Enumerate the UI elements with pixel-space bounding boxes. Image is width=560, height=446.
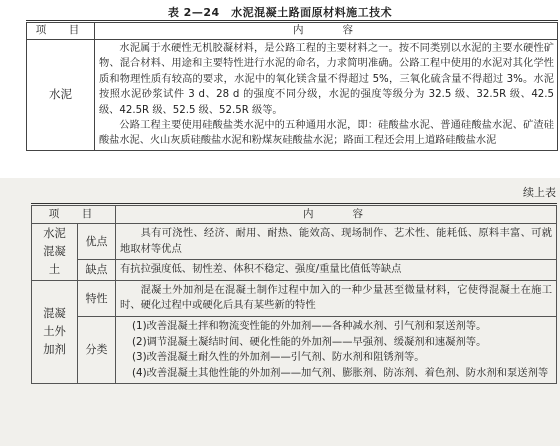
- continued-label: 续上表: [523, 186, 556, 199]
- disadvantages-content: [116, 260, 557, 281]
- materials-table: [26, 22, 558, 151]
- property-text: 混凝土外加剂是在混凝土制作过程中加入的一种少量甚至微量材料，它使得混凝土在施工时、硬化过程中或硬化后具有某些新的特性: [120, 283, 552, 312]
- continued-table-section: [0, 178, 560, 446]
- row-content-cement: [95, 40, 558, 151]
- header-content: 内 容: [116, 206, 557, 224]
- table-row: [32, 280, 557, 316]
- classification-item: (4)改善混凝土其他性能的外加剂——加气剂、膨胀剂、防冻剂、着色剂、防水剂和泵送剂等: [132, 366, 549, 379]
- table-title: 表 2—24 水泥混凝土路面原材料施工技术: [167, 6, 393, 19]
- row-label-admixture: 混凝 土外 加剂: [32, 280, 78, 384]
- table-header-row: [27, 23, 558, 40]
- advantages-text: 具有可浇性、经济、耐用、耐热、能效高、现场制作、艺术性、能耗低、原料丰富、可就地取材等优点: [120, 227, 552, 255]
- cement-paragraph-1: 水泥属于水硬性无机胶凝材料，是公路工程的主要材料之一。按不同类别以水泥的主要水硬性矿物、混合材料、用途和主要特性进行水泥的命名，力求简明准确。公路工程中使用的水泥对其化学性质和物理性质有较高的要求，水泥中的氧化镁含量不得超过 5%，三氧化硫含量不得超过 3%。水泥按照水泥砂浆试件 3 d、28 d 的强度不同分级，水泥的强度等级分为 32.5 级、32.5R 级、42.5 级、42.5R 级、52.5 级、52.5R 级等。: [99, 43, 554, 116]
- table-row: [27, 40, 558, 151]
- header-item: 项 目: [27, 23, 95, 40]
- table-top-rule: [26, 20, 558, 21]
- table-row: [32, 224, 557, 260]
- row-label-concrete: 水泥 混凝 土: [32, 224, 78, 281]
- property-content: [116, 280, 557, 316]
- table-top-rule: [31, 203, 557, 204]
- continued-table: [31, 205, 557, 384]
- sub-label-advantages: 优点: [78, 224, 116, 260]
- table-header-row: [32, 206, 557, 224]
- row-label-cement: 水泥: [27, 40, 95, 151]
- advantages-content: [116, 224, 557, 260]
- sub-label-disadvantages: 缺点: [78, 260, 116, 281]
- sub-label-property: 特性: [78, 280, 116, 316]
- disadvantages-text: 有抗拉强度低、韧性差、体积不稳定、强度/重量比值低等缺点: [120, 263, 402, 276]
- header-item: 项 目: [32, 206, 116, 224]
- table-row: [32, 260, 557, 281]
- classification-item: (2)调节混凝土凝结时间、硬化性能的外加剂——早强剂、缓凝剂和速凝剂等。: [132, 335, 487, 348]
- sub-label-classification: 分类: [78, 316, 116, 383]
- classification-content: [116, 316, 557, 383]
- table-row: [32, 316, 557, 383]
- header-content: 内 容: [95, 23, 558, 40]
- classification-item: (3)改善混凝土耐久性的外加剂——引气剂、防水剂和阻锈剂等。: [132, 351, 425, 364]
- cement-paragraph-2: 公路工程主要使用硅酸盐类水泥中的五种通用水泥，即：硅酸盐水泥、普通硅酸盐水泥、矿渣硅酸盐水泥、火山灰质硅酸盐水泥和粉煤灰硅酸盐水泥；路面工程还会用上道路硅酸盐水泥: [99, 120, 554, 147]
- classification-item: (1)改善混凝土拌和物流变性能的外加剂——各种减水剂、引气剂和泵送剂等。: [132, 319, 487, 332]
